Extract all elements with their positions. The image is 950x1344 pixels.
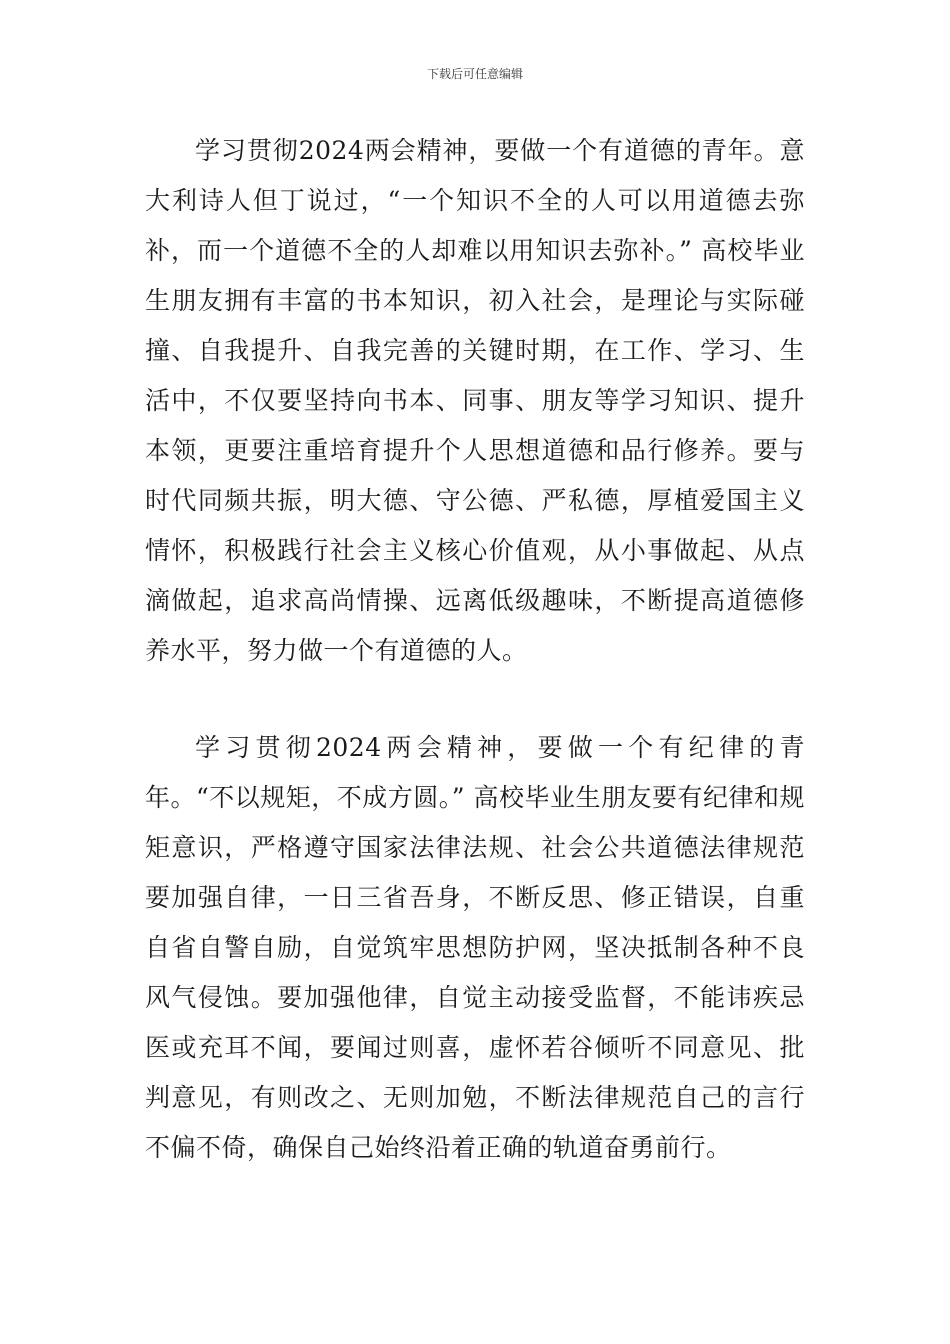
paragraph-discipline: 学习贯彻2024两会精神，要做一个有纪律的青年。“不以规矩，不成方圆。” 高校毕业生朋友要有纪律和规矩意识，严格遵守国家法律法规、社会公共道德法律规范要加强自律，一日三省吾身，不断反思、修正错误，自重自省自警自励，自觉筑牢思想防护网，坚决抵制各种不良风气侵蚀。要加强他律，自觉主动接受监督，不能讳疾忌医或充耳不闻，要闻过则喜，虚怀若谷倾听不同意见、批判意见，有则改之、无则加勉，不断法律规范自己的言行不偏不倚，确保自己始终沿着正确的轨道奋勇前行。 [145,733,806,1162]
header-note: 下载后可任意编辑 [426,67,523,81]
document-body [145,126,805,1173]
paragraph-morality: 学习贯彻2024两会精神，要做一个有道德的青年。意大利诗人但丁说过，“一个知识不全的人可以用道德去弥补，而一个道德不全的人却难以用知识去弥补。” 高校毕业生朋友拥有丰富的书本知识，初入社会，是理论与实际碰撞、自我提升、自我完善的关键时期，在工作、学习、生活中，不仅要坚持向书本、同事、朋友等学习知识、提升本领，更要注重培育提升个人思想道德和品行修养。要与时代同频共振，明大德、守公德、严私德，厚植爱国主义情怀，积极践行社会主义核心价值观，从小事做起、从点滴做起，追求高尚情操、远离低级趣味，不断提高道德修养水平，努力做一个有道德的人。 [145,136,805,665]
